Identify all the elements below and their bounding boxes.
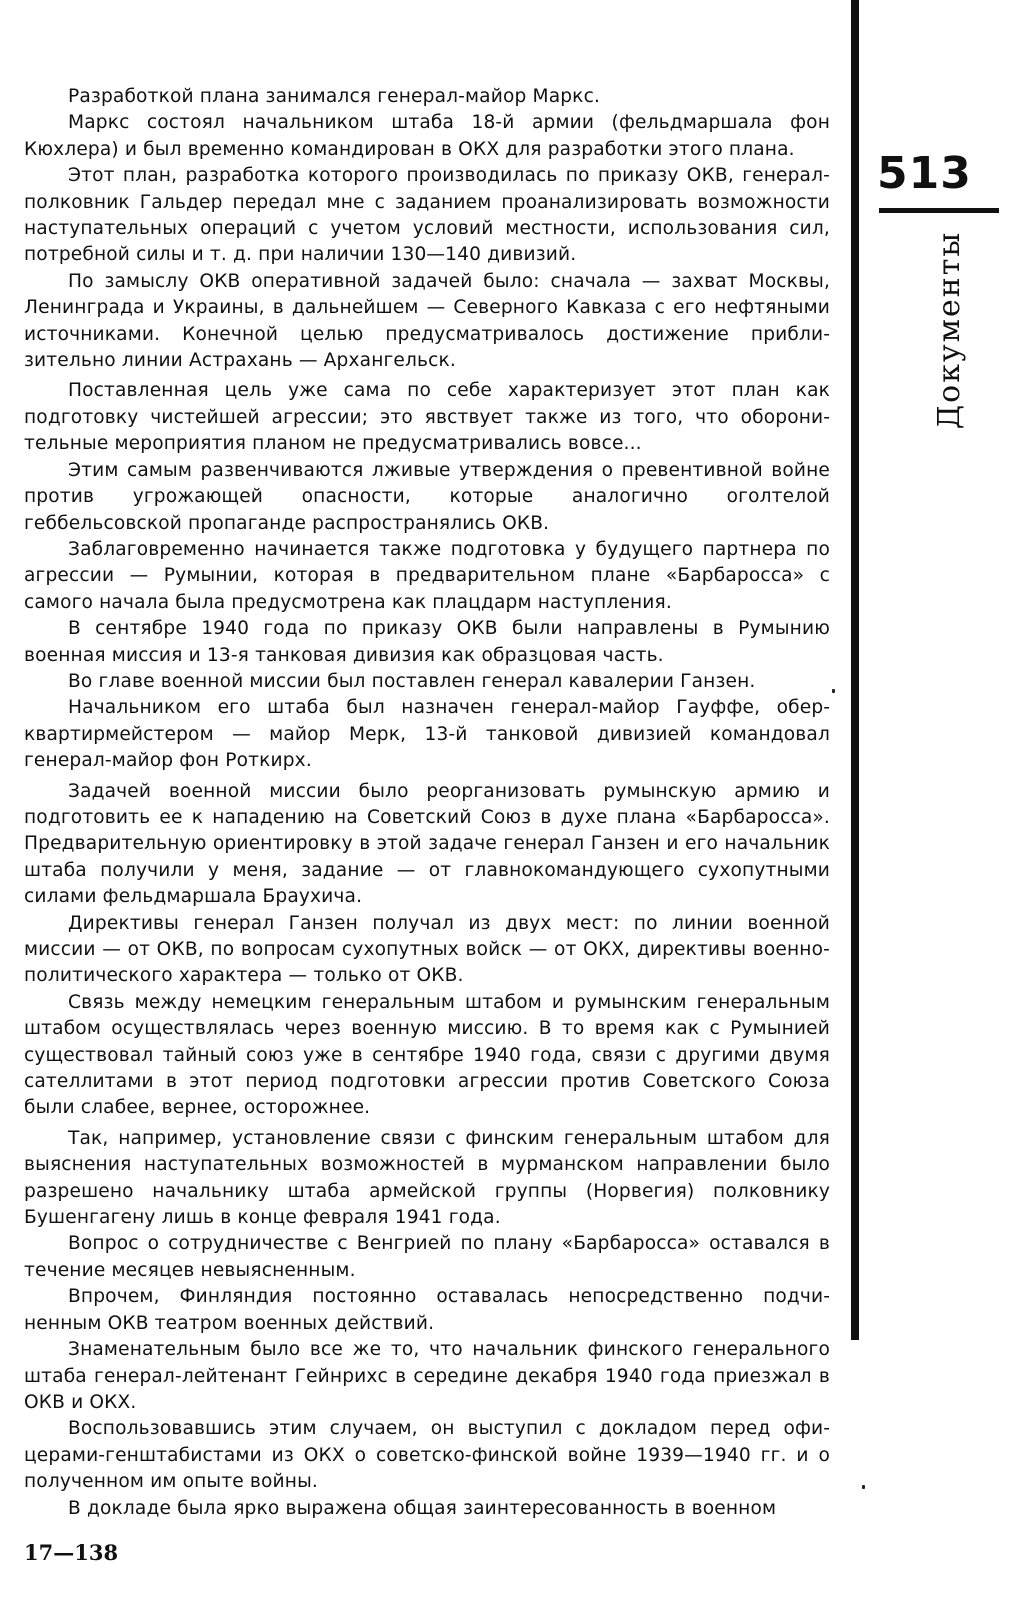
horizontal-rule [879,208,999,213]
paragraph: Задачей военной миссии было реорганизовать румынскую армию и подготовить ее к нападению на Советский Союз в духе плана «Барбаросса». Предварительную ориентировку в этой задаче генерал Ганзен и его начальник штаба получили у меня, задание — от главнокомандующего сухопутными силами фельдмаршала Браухича. [24,780,830,908]
section-label: Документы [932,230,967,430]
paragraph: По замыслу ОКВ оперативной задачей было: сначала — захват Москвы, Ленинграда и Украины, в дальнейшем — Северного Кавказа с его нефтяными источниками. Конечной целью предусматривалось достижение приблизительно линии Астрахань — Архангельск. [24,270,830,372]
paragraph: Этим самым развенчиваются лживые утверждения о превентивной войне против угрожающей опасности, которые аналогично оголтелой геббельсовской пропаганде распространялись ОКВ. [24,459,830,534]
body-text [24,84,830,1522]
paragraph: В докладе была ярко выражена общая заинтересованность в военном [68,1497,777,1519]
paragraph: Начальником его штаба был назначен генерал-майор Гауффе, оберквартирмейстером — майор Мерк, 13-й танковой дивизией командовал генерал-майор фон Роткирх. [24,697,830,772]
paragraph: Связь между немецким генеральным штабом и румынским генеральным штабом осуществлялась через военную миссию. В то время как с Румынией существовал тайный союз уже в сентябре 1940 года, связи с другими двумя сателлитами в этот период подготовки агрессии против Советского Союза были слабее, вернее, осторожнее. [24,991,830,1119]
paragraph: Поставленная цель уже сама по себе характеризует этот план как подготовку чистейшей агрессии; это явствует также из того, что оборонительные мероприятия планом не предусматривались вовсе... [24,380,830,455]
paragraph: Разработкой плана занимался генерал-майор Маркс. [68,86,601,107]
paragraph: Директивы генерал Ганзен получал из двух мест: по линии военной миссии — от ОКВ, по вопросам сухопутных войск — от ОКХ, директивы военно-политического характера — только от ОКВ. [24,912,830,987]
print-speck [862,1485,865,1489]
paragraph: Маркс состоял начальником штаба 18-й армии (фельдмаршала фон Кюхлера) и был временно командирован в ОКХ для разработки этого плана. [24,112,830,160]
vertical-rule [851,0,859,1340]
paragraph: Впрочем, Финляндия постоянно оставалась непосредственно подчиненным ОКВ театром военных действий. [24,1286,830,1334]
paragraph: Заблаговременно начинается также подготовка у будущего партнера по агрессии — Румынии, которая в предварительном плане «Барбаросса» с самого начала была предусмотрена как плацдарм наступления. [24,538,830,613]
print-speck [832,689,835,693]
paragraph: Так, например, установление связи с финским генеральным штабом для выяснения наступательных возможностей в мурманском направлении было разрешено начальнику штаба армейской группы (Норвегия) полковнику Бушенгагену лишь в конце февраля 1941 года. [24,1127,830,1229]
paragraph: Во главе военной миссии был поставлен генерал кавалерии Ганзен. [68,670,756,692]
printer-signature: 17—138 [24,1540,119,1565]
paragraph: В сентябре 1940 года по приказу ОКВ были направлены в Румынию военная миссия и 13-я танковая дивизия как образцовая часть. [24,618,830,666]
paragraph: Знаменательным было все же то, что начальник финского генерального штаба генерал-лейтенант Гейнрихс в середине декабря 1940 года приезжал в ОКВ и ОКХ. [24,1339,830,1413]
page-number: 513 [877,148,972,199]
paragraph: Этот план, разработка которого производилась по приказу ОКВ, генерал-полковник Гальдер передал мне с заданием проанализировать возможности наступательных операций с учетом условий местности, использования сил, потребной силы и т. д. при наличии 130—140 дивизий. [24,165,830,266]
paragraph: Вопрос о сотрудничестве с Венгрией по плану «Барбаросса» оставался в течение месяцев невыясненным. [24,1233,830,1281]
paragraph: Воспользовавшись этим случаем, он выступил с докладом перед офицерами-генштабистами из ОКХ о советско-финской войне 1939—1940 гг. и о полученном им опыте войны. [24,1418,830,1493]
